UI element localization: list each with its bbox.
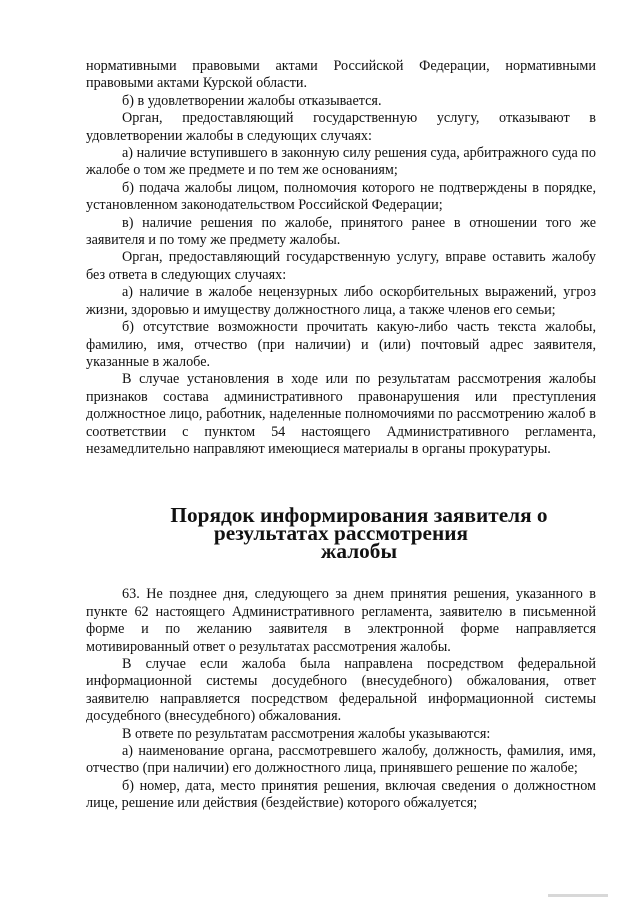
- list-item-previous-decision: в) наличие решения по жалобе, принятого ранее в отношении того же заявителя и по тому же предмету жалобы.: [86, 214, 596, 249]
- paragraph-no-answer-cases: Орган, предоставляющий государственную услугу, вправе оставить жалобу без ответа в следующих случаях:: [86, 249, 596, 283]
- list-item-obscene-language: а) наличие в жалобе нецензурных либо оскорбительных выражений, угроз жизни, здоровью и имуществу должностного лица, а также членов его семьи;: [86, 284, 596, 318]
- scan-mark: [528, 891, 628, 901]
- paragraph-answer-contents: В ответе по результатам рассмотрения жалобы указываются:: [122, 725, 491, 742]
- section-heading-line-2: жалобы: [320, 539, 398, 564]
- paragraph-refusal: б) в удовлетворении жалобы отказывается.: [122, 92, 382, 109]
- section-heading-line-1: Порядок информирования заявителя о результатах рассмотрения: [170, 503, 548, 546]
- paragraph-continuation: нормативными правовыми актами Российской Федерации, нормативными правовыми актами Курской области.: [86, 58, 596, 92]
- section-heading: [86, 503, 596, 564]
- paragraph-prosecution: В случае установления в ходе или по результатам рассмотрения жалобы признаков состава административного правонарушения или преступления должностное лицо, работник, наделенные полномочиями по рассмотрению жалоб в соответствии с пунктом 54 настоящего Административного регламента, незамедлительно направляют имеющиеся материалы в органы прокуратуры.: [86, 371, 596, 457]
- list-item-unauthorized-person: б) подача жалобы лицом, полномочия которого не подтверждены в порядке, установленном законодательством Российской Федерации;: [86, 179, 596, 214]
- document-page: [86, 58, 596, 813]
- paragraph-refusal-cases: Орган, предоставляющий государственную услугу, отказывают в удовлетворении жалобы в следующих случаях:: [86, 110, 596, 144]
- paragraph-federal-system: В случае если жалоба была направлена посредством федеральной информационной системы досудебного (внесудебного) обжалования, ответ заявителю направляется посредством федеральной информационной системы досудебного (внесудебного) обжалования.: [86, 655, 596, 725]
- paragraph-63: 63. Не позднее дня, следующего за днем принятия решения, указанного в пункте 62 настоящего Административного регламента, заявителю в письменной форме и по желанию заявителя в электронной форме направляется мотивированный ответ о результатах рассмотрения жалобы.: [86, 586, 596, 655]
- list-item-unreadable-text: б) отсутствие возможности прочитать какую-либо часть текста жалобы, фамилию, имя, отчество (при наличии) и (или) почтовый адрес заявителя, указанные в жалобе.: [86, 319, 596, 370]
- list-item-organ-name: а) наименование органа, рассмотревшего жалобу, должность, фамилия, имя, отчество (при наличии) его должностного лица, принявшего решение по жалобе;: [86, 743, 596, 777]
- list-item-court-decision: а) наличие вступившего в законную силу решения суда, арбитражного суда по жалобе о том же предмете и по тем же основаниям;: [86, 145, 596, 179]
- list-item-decision-number: б) номер, дата, место принятия решения, включая сведения о должностном лице, решение или действия (бездействие) которого обжалуется;: [86, 777, 596, 812]
